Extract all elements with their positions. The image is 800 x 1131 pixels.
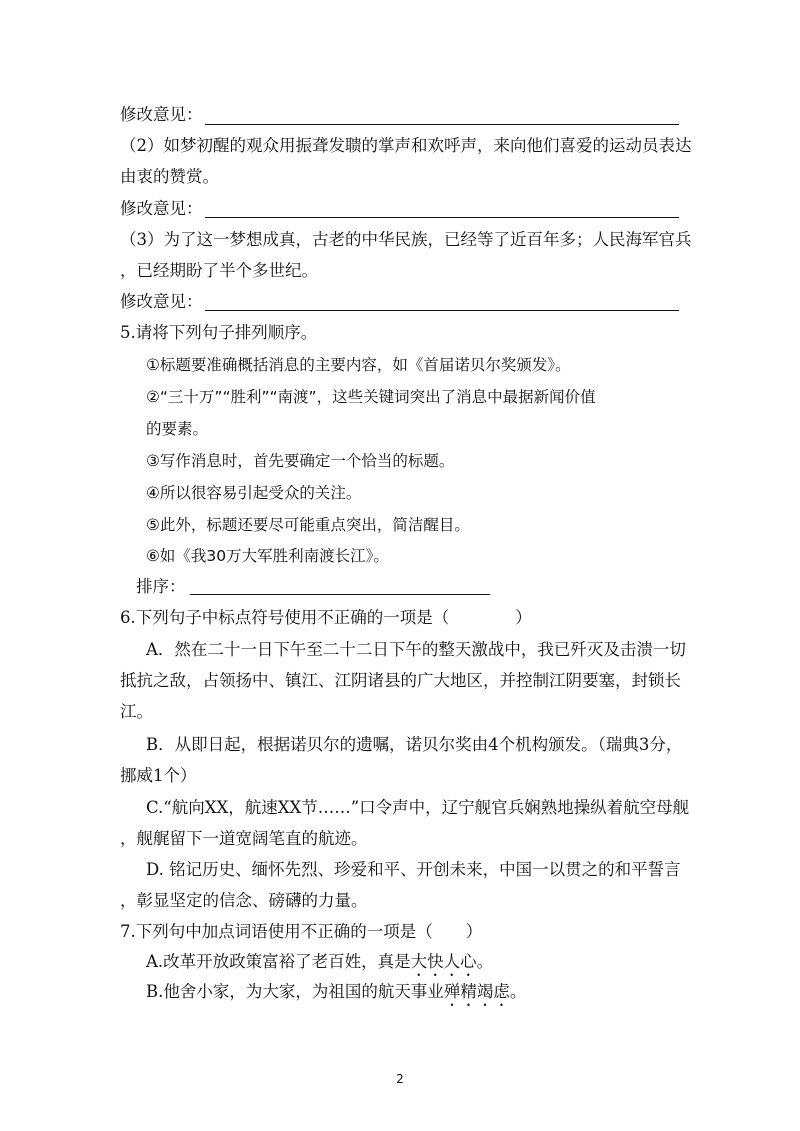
answer-blank-1 xyxy=(205,124,679,125)
q6-option-d-line1: D. 铭记历史、缅怀先烈、珍爱和平、开创未来，中国一以贯之的和平誓言 xyxy=(146,860,681,879)
page-number: 2 xyxy=(396,1072,404,1086)
answer-blank-2 xyxy=(205,217,679,218)
revision-label-2: 修改意见： xyxy=(120,199,203,218)
q5-title: 5.请将下列句子排列顺序。 xyxy=(120,323,318,342)
q6-option-a-line1: A．然在二十一日下午至二十二日下午的整天激战中，我已歼灭及击溃一切 xyxy=(146,640,686,659)
q7-title: 7.下列句中加点词语使用不正确的一项是（ ） xyxy=(120,922,483,941)
q6-option-a-line3: 江。 xyxy=(120,702,153,721)
revision-label-1: 修改意见： xyxy=(120,105,203,124)
order-answer-blank xyxy=(190,594,490,595)
q5-sentence-1: ①标题要准确概括消息的主要内容，如《首届诺贝尔奖颁发》。 xyxy=(146,356,571,374)
q7-option-a-end: 。 xyxy=(476,952,494,971)
q7-option-b-end: 。 xyxy=(509,982,527,1001)
q7-option-a-text: A.改革开放政策富裕了老百姓，真是 xyxy=(146,952,411,971)
q5-sentence-5: ⑤此外，标题还要尽可能重点突出，简洁醒目。 xyxy=(146,516,470,534)
q6-option-b-line2: 挪威1个） xyxy=(120,766,197,785)
revision-label-3: 修改意见： xyxy=(120,292,203,311)
q5-sentence-2-line1: ②“三十万”“胜利”“南渡”，这些关键词突出了消息中最据新闻价值 xyxy=(146,388,596,406)
q6-option-b-line1: B．从即日起，根据诺贝尔的遗嘱，诺贝尔奖由4个机构颁发。（瑞典3分， xyxy=(146,735,683,754)
q6-option-c-line1: C.“航向XX，航速XX节……”口令声中，辽宁舰官兵娴熟地操纵着航空母舰 xyxy=(146,798,690,817)
q5-sentence-6: ⑥如《我30万大军胜利南渡长江》。 xyxy=(146,547,389,565)
q5-sentence-2-line2: 的要素。 xyxy=(146,420,209,438)
q4-item2-line1: （2）如梦初醒的观众用振聋发聩的掌声和欢呼声，来向他们喜爱的运动员表达 xyxy=(120,136,692,155)
q5-sentence-4: ④所以很容易引起受众的关注。 xyxy=(146,484,362,502)
q4-item3-line2: ，已经期盼了半个多世纪。 xyxy=(120,261,318,280)
q5-sentence-3: ③写作消息时，首先要确定一个恰当的标题。 xyxy=(146,452,455,470)
q7-option-b-dotted-phrase: 殚精竭虑 xyxy=(443,982,510,1001)
q6-option-a-line2: 抵抗之敌，占领扬中、镇江、江阴诸县的广大地区，并控制江阴要塞，封锁长 xyxy=(120,671,681,690)
q7-option-b xyxy=(146,981,526,1010)
q4-item2-line2: 由衷的赞赏。 xyxy=(120,167,219,186)
q7-option-b-text: B.他舍小家，为大家，为祖国的航天事业 xyxy=(146,982,444,1001)
q6-option-d-line2: ，彰显坚定的信念、磅礴的力量。 xyxy=(120,891,368,910)
answer-blank-3 xyxy=(205,310,679,311)
q6-title: 6.下列句子中标点符号使用不正确的一项是（ ） xyxy=(120,608,532,627)
q6-option-c-line2: ，舰艉留下一道宽阔笔直的航迹。 xyxy=(120,829,368,848)
q7-option-a xyxy=(146,951,493,980)
q4-item3-line1: （3）为了这一梦想成真，古老的中华民族，已经等了近百年多；人民海军官兵 xyxy=(120,230,692,249)
order-label: 排序： xyxy=(136,577,186,596)
q7-option-a-dotted-phrase: 大快人心 xyxy=(410,952,477,971)
